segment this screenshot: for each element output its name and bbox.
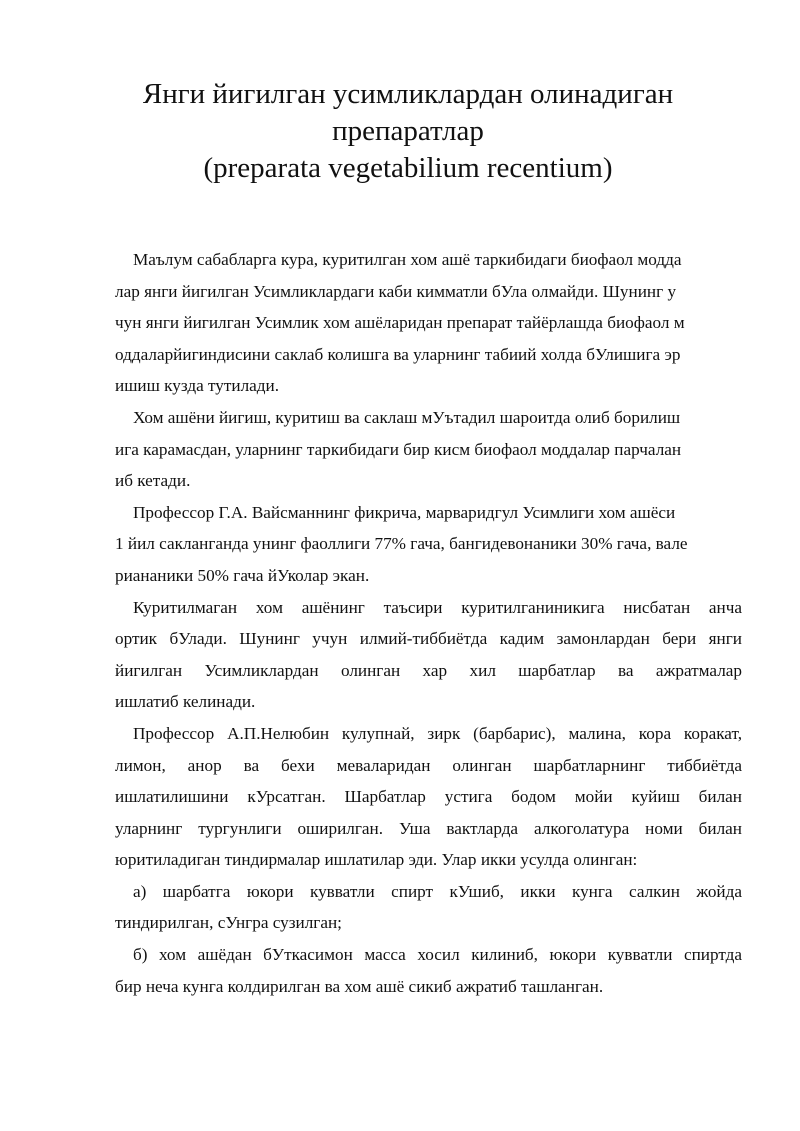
text-line: лар янги йигилган Усимликлардаги каби кимматли бУла олмайди. Шунинг у [115, 281, 677, 301]
text-line: ишиш кузда тутилади. [115, 376, 280, 396]
list-item-line: б) хом ашёдан бУткасимон масса хосил килиниб, юкори кувватли спиртда [133, 945, 742, 965]
text-line: ишлатилишини кУрсатган. Шарбатлар устига бодом мойи куйиш билан [115, 787, 742, 807]
text-line: оддаларйигиндисини саклаб колишга ва уларнинг табиий холда бУлишига эр [115, 344, 681, 364]
text-line: ишлатиб келинади. [115, 692, 256, 712]
title-line-2: препаратлар [332, 115, 484, 147]
text-line: йигилган Усимликлардан олинган хар хил шарбатлар ва ажратмалар [115, 660, 742, 680]
text-line: лимон, анор ва бехи меваларидан олинган шарбатларнинг тиббиётда [115, 755, 742, 775]
text-line: уларнинг тургунлиги оширилган. Уша вактларда алкоголатура номи билан [115, 818, 742, 838]
document-body [115, 244, 742, 1002]
text-line: Профессор Г.А. Вайсманнинг фикрича, марваридгул Усимлиги хом ашёси [133, 502, 676, 522]
text-line: иб кетади. [115, 471, 191, 491]
list-item-line: тиндирилган, сУнгра сузилган; [115, 913, 342, 933]
text-line: Хом ашёни йигиш, куритиш ва саклаш мУътадил шароитда олиб борилиш [133, 407, 681, 427]
text-line: чун янги йигилган Усимлик хом ашёларидан препарат тайёрлашда биофаол м [115, 313, 685, 333]
title-line-3: (preparata vegetabilium recentium) [203, 152, 613, 184]
text-line: ига карамасдан, уларнинг таркибидаги бир кисм биофаол моддалар парчалан [115, 439, 682, 459]
document-title [110, 76, 706, 187]
list-item-line: а) шарбатга юкори кувватли спирт кУшиб, икки кунга салкин жойда [133, 881, 742, 901]
text-line: риананики 50% гача йУколар экан. [115, 565, 370, 585]
text-line: Маълум сабабларга кура, куритилган хом ашё таркибидаги биофаол модда [133, 250, 682, 269]
text-line: Профессор А.П.Нелюбин кулупнай, зирк (барбарис), малина, кора коракат, [133, 723, 742, 743]
list-item-line: бир неча кунга колдирилган ва хом ашё сикиб ажратиб ташланган. [115, 976, 604, 996]
title-line-1: Янги йигилган усимликлардан олинадиган [142, 78, 674, 110]
text-line: 1 йил сакланганда унинг фаоллиги 77% гача, бангидевонаники 30% гача, вале [115, 534, 688, 554]
text-line: ортик бУлади. Шунинг учун илмий-тиббиётда кадим замонлардан бери янги [115, 629, 742, 649]
text-line: юритиладиган тиндирмалар ишлатилар эди. Улар икки усулда олинган: [115, 850, 638, 870]
text-line: Куритилмаган хом ашёнинг таъсири куритилганиникига нисбатан анча [133, 597, 742, 617]
